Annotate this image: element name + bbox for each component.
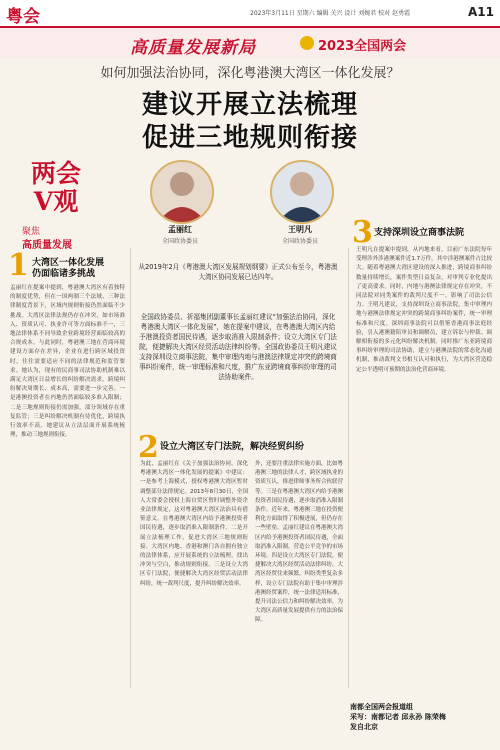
page-header bbox=[0, 0, 500, 28]
portrait-photo-meng bbox=[150, 160, 214, 224]
headline-line-2: 促进三地规则衔接 bbox=[141, 123, 358, 153]
portrait-photo-wang bbox=[270, 160, 334, 224]
logo-line-1: 两会 bbox=[30, 159, 81, 188]
banner-title: 高质量发展新局 bbox=[130, 38, 256, 58]
section-title-1-line-2: 仍面临诸多挑战 bbox=[32, 269, 96, 279]
issue-meta: 2023年3月11日 星期六 编辑 关兴 设计 刘婉君 校对 赵勇霞 bbox=[250, 10, 411, 17]
lianghui-vview-logo bbox=[22, 160, 90, 220]
byline-location: 发自北京 bbox=[350, 723, 378, 731]
byline bbox=[350, 702, 446, 732]
brand-title: 粤会 bbox=[6, 7, 40, 27]
logo-line-2: V观 bbox=[33, 187, 79, 216]
banner-event: 2023全国两会 bbox=[318, 39, 407, 54]
section-title-1-line-1: 大湾区一体化发展 bbox=[32, 258, 105, 268]
intro-paragraph: 从2019年2月《粤港澳大湾区发展规划纲要》正式公布至今，粤港澳大湾区协同发展已达四年。 bbox=[138, 263, 338, 281]
headline-line-1: 建议开展立法梳理 bbox=[141, 90, 358, 120]
intro-summary: 全国政协委员、祈福集团副董事长孟丽红建议“加强法治协同，深化粤港澳大湾区一体化发展”，她在提案中建议，在粤港澳大湾区内给予港澳投资者国民待遇，逐步取消准入限制条件；设立大湾区专门法院，便捷解决大湾区经贸活动法律纠纷等。全国政协委员王明凡建议支持深圳设立商事法院，集中审理内地与港澳法律规定冲突的跨境商事纠纷案件，统一审理标准和尺度，推广东亚跨境商事纠纷审理的司法协助案件。 bbox=[139, 313, 337, 381]
side-tag: 聚焦 bbox=[22, 227, 41, 237]
section-title-2: 设立大湾区专门法院，解决经贸纠纷 bbox=[160, 442, 305, 452]
person-icon bbox=[272, 162, 332, 222]
side-topic: 高质量发展 bbox=[22, 240, 72, 251]
person-role-1: 全国政协委员 bbox=[161, 238, 198, 245]
person-icon bbox=[152, 162, 212, 222]
section-title-1 bbox=[32, 258, 104, 280]
column-divider bbox=[348, 248, 349, 688]
person-name-1: 孟丽红 bbox=[168, 225, 192, 234]
column-divider bbox=[130, 248, 131, 688]
section-number-1: 1 bbox=[8, 248, 29, 283]
section-title-3: 支持深圳设立商事法院 bbox=[374, 228, 465, 238]
page-number: A11 bbox=[468, 5, 494, 19]
person-role-2: 全国政协委员 bbox=[281, 238, 318, 245]
emblem-icon bbox=[300, 36, 314, 50]
section-number-2: 2 bbox=[138, 430, 159, 465]
byline-reporters: 采写：南都记者 邱永孙 陈荣梅 bbox=[350, 713, 446, 721]
person-name-2: 王明凡 bbox=[288, 225, 312, 234]
column-3-text: 外，还要注重法律实施方面，比如粤港澳三地的法律人才，跨区域执业的资质互认，推进律师事务所合伙联营等。三是在粤港澳大湾区内给予港澳投资者国民待遇，逐步取消准入限制条件。近年来，粤港澳三地在投资便利化方面取得了积极进展，但仍存在一些壁垒。孟丽红建议在粤港澳大湾区内给予港澳投资者国民待遇，全面取消准入限制，营造公平竞争的市场环境。四是设立大湾区专门法院，便捷解决大湾区经贸活动法律纠纷。大湾区经贸往来频繁，纠纷类型复杂多样，设立专门法院有助于集中审理涉港澳经贸案件，统一法律适用标准，提升司法公信力和纠纷解决效率，为大湾区高质量发展提供有力的法治保障。 bbox=[255, 461, 343, 624]
column-1-text: 孟丽红在提案中提到，粤港澳大湾区有着独特的制度优势，但在一国两制三个法域、三种法律制度背景下，区域内规则衔接仍然面临不少挑战。大湾区法律法规仍存在冲突，如市场准入、资质认可、执业许可等方面标准不一，三地法律体系不同导致企业跨境经营面临较高的合规成本。与此同时，粤港澳三地在营商环境建设方面存在差异，企业在进行跨区域投资时，往往需要适应不同的法律规范和监管要求。她认为，现有的民商事司法协助机制难以满足大湾区日益增长的纠纷解决需求，跨境纠纷解决周期长、成本高，需要进一步完善。一是港澳投资者在内地仍然面临较多准入限制；二是三地规则衔接仍需加强，部分领域存在重复监管；三是纠纷解决机制有待优化，跨境执行效率不高。她建议从立法层面开展系统梳理，推动三地规则衔接。 bbox=[10, 285, 125, 439]
column-2-text: 为此，孟丽红在《关于加强法治协同，深化粤港澳大湾区一体化发展的提案》中建议：一是参考上海模式，授权粤港澳大湾区暂时调整部分法律规定。2013年8月30日，全国人大常委会授权上海自贸区暂时调整外资企业法律规定，这对粤港澳大湾区法治具有借鉴意义。在粤港澳大湾区内给予港澳投资者国民待遇，逐步取消准入限制条件。二是开展立法梳理工作，促进大湾区三地规则衔接。大湾区内地、香港和澳门各自拥有独立的法律体系，应开展系统的立法梳理，找出冲突与空白，推动规则衔接。三是设立大湾区专门法院，便捷解决大湾区经贸活动法律纠纷，统一裁判尺度，提升纠纷解决效率。 bbox=[140, 461, 248, 587]
section-number-3: 3 bbox=[352, 215, 373, 250]
topic-banner bbox=[0, 28, 500, 58]
column-4-text: 王明凡在提案中提到，从内地来看，目前广东法院每年受理涉外涉港澳案件近1.7万件，其中涉港澳案件占比较大。随着粤港澳大湾区建设的深入推进，跨境商事纠纷数量持续增长，案件类型日益复杂，对审判专业化提出了更高要求。同时，内地与港澳法律规定存在冲突，不同法院对同类案件的裁判尺度不一，影响了司法公信力。王明凡建议，支持深圳设立商事法院，集中审理内地与港澳法律规定冲突的跨境商事纠纷案件，统一审理标准和尺度。深圳商事法院可以借鉴香港商事法庭经验，引入港澳籍陪审员和调解员，建立诉讼与仲裁、调解相衔接的多元化纠纷解决机制。同时推广东亚跨境商事纠纷审理的司法协助，建立与港澳法院的常态化沟通机制，推动裁判文书相互认可和执行，为大湾区营造稳定公平透明可预期的法治化营商环境。 bbox=[356, 247, 492, 373]
byline-team: 南都全国两会报道组 bbox=[350, 703, 413, 711]
article-kicker: 如何加强法治协同，深化粤港澳大湾区一体化发展？ bbox=[100, 66, 400, 81]
